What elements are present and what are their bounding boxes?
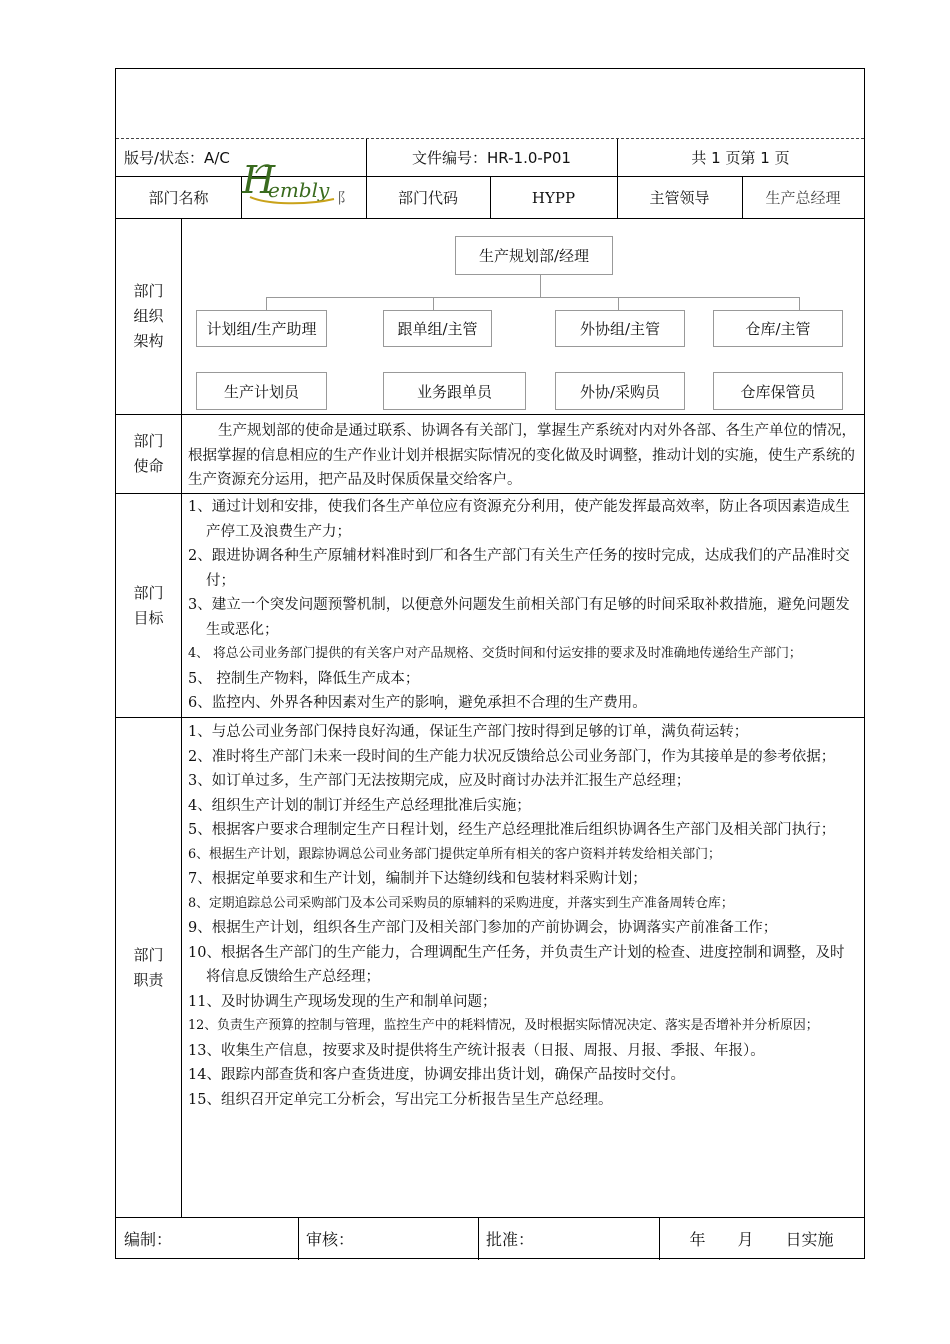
- org-connector: [433, 297, 434, 310]
- effective-date: 年 月 日实施: [689, 1229, 834, 1249]
- org-staff-planner: 生产计划员: [196, 372, 327, 410]
- prepared-by: 编制：: [124, 1229, 173, 1249]
- list-item: 9、根据生产计划，组织各生产部门及相关部门参加的产前协调会，协调落实产前准备工作；: [188, 920, 778, 936]
- page-info: 共 1 页第 1 页: [691, 149, 790, 167]
- duties-label: 部门 职责: [133, 945, 164, 989]
- list-item: 5、根据客户要求合理制定生产日程计划，经生产总经理批准后组织协调各生产部门及相关部门执行；: [188, 822, 836, 838]
- divider: [181, 219, 182, 1218]
- svg-text:H: H: [242, 158, 276, 202]
- org-label: 部门 组织 架构: [133, 282, 164, 350]
- goals-label: 部门 目标: [133, 583, 164, 627]
- list-item: 10、根据各生产部门的生产能力，合理调配生产任务，并负责生产计划的检查、进度控制和调整，及时将信息反馈给生产总经理；: [188, 944, 845, 985]
- list-item: 2、跟进协调各种生产原辅材料准时到厂和各生产部门有关生产任务的按时完成，达成我们的产品准时交付；: [188, 548, 850, 589]
- list-item: 4、组织生产计划的制订并经生产总经理批准后实施；: [188, 797, 531, 814]
- list-item: 15、组织召开定单完工分析会，写出完工分析报告呈生产总经理。: [188, 1091, 613, 1108]
- mission-label: 部门 使命: [133, 432, 164, 475]
- list-item: 3、如订单过多，生产部门无法按期完成，应及时商讨办法并汇报生产总经理；: [188, 773, 691, 789]
- mission-text: 生产规划部的使命是通过联系、协调各有关部门，掌握生产系统对内对外各部、各生产单位的情况，根据掌握的信息相应的生产作业计划并根据实际情况的变化做及时调整，推动计划的实施，使生产系统的生产资源充分运用，把产品及时保质保量交给客户。: [188, 423, 856, 488]
- dept-code-value: HYPP: [531, 188, 576, 207]
- reviewed-by: 审核：: [306, 1229, 355, 1249]
- list-item: 6、监控内、外界各种因素对生产的影响，避免承担不合理的生产费用。: [188, 695, 647, 711]
- org-staff-buyer: 外协/采购员: [555, 372, 685, 410]
- list-item: 5、 控制生产物料，降低生产成本；: [188, 670, 420, 687]
- list-item: 8、定期追踪总公司采购部门及本公司采购员的原辅料的采购进度，并落实到生产准备周转仓库；: [188, 895, 734, 911]
- list-item: 7、根据定单要求和生产计划，编制并下达缝纫线和包装材料采购计划；: [188, 871, 647, 887]
- org-connector: [540, 275, 541, 297]
- list-item: 1、与总公司业务部门保持良好沟通，保证生产部门按时得到足够的订单，满负荷运转；: [188, 724, 749, 740]
- dept-name-value: 阝: [336, 189, 352, 207]
- org-connector: [799, 297, 800, 310]
- leader-label: 主管领导: [649, 189, 710, 207]
- document-table: [115, 68, 865, 1259]
- list-item: 3、建立一个突发问题预警机制，以便意外问题发生前相关部门有足够的时间采取补救措施，避免问题发生或恶化；: [188, 597, 850, 638]
- dept-name-label: 部门名称: [148, 189, 209, 207]
- svg-text:embly: embly: [268, 178, 330, 202]
- leader-value: 生产总经理: [765, 189, 841, 207]
- file-number: 文件编号：HR-1.0-P01: [412, 149, 571, 167]
- org-connector: [266, 297, 799, 298]
- list-item: 1、通过计划和安排，使我们各生产单位应有资源充分利用，使产能发挥最高效率，防止各项因素造成生产停工及浪费生产力；: [188, 499, 850, 540]
- goals-list: [188, 495, 858, 716]
- company-logo: [238, 155, 338, 211]
- approved-by: 批准：: [486, 1229, 535, 1249]
- org-group-warehouse: 仓库/主管: [713, 310, 843, 347]
- org-connector: [266, 297, 267, 310]
- list-item: 2、准时将生产部门未来一段时间的生产能力状况反馈给总公司业务部门，作为其接单是的参考依据；: [188, 748, 836, 765]
- list-item: 11、及时协调生产现场发现的生产和制单问题；: [188, 993, 497, 1010]
- list-item: 14、跟踪内部查货和客户查货进度，协调安排出货计划，确保产品按时交付。: [188, 1067, 685, 1083]
- list-item: 12、负责生产预算的控制与管理，监控生产中的耗料情况，及时根据实际情况决定、落实是否增补并分析原因；: [188, 1018, 819, 1033]
- org-staff-keeper: 仓库保管员: [713, 372, 843, 410]
- org-top-box: 生产规划部/经理: [455, 236, 613, 275]
- org-group-follow: 跟单组/主管: [383, 310, 492, 347]
- org-connector: [618, 297, 619, 310]
- divider: [116, 414, 864, 415]
- divider: [116, 717, 864, 718]
- divider: [116, 493, 864, 494]
- duties-list: [188, 720, 858, 1112]
- org-staff-follower: 业务跟单员: [383, 372, 526, 410]
- org-group-outsource: 外协组/主管: [555, 310, 685, 347]
- list-item: 13、收集生产信息，按要求及时提供将生产统计报表（日报、周报、月报、季报、年报）。: [188, 1042, 765, 1059]
- dept-code-label: 部门代码: [397, 189, 458, 207]
- list-item: 4、 将总公司业务部门提供的有关客户对产品规格、交货时间和付运安排的要求及时准确地传递给生产部门；: [188, 646, 802, 661]
- version-status: 版号/状态：A/C: [124, 149, 230, 167]
- list-item: 6、根据生产计划，跟踪协调总公司业务部门提供定单所有相关的客户资料并转发给相关部门；: [188, 846, 721, 862]
- org-group-plan: 计划组/生产助理: [196, 310, 327, 347]
- hembly-logo-icon: [238, 155, 338, 211]
